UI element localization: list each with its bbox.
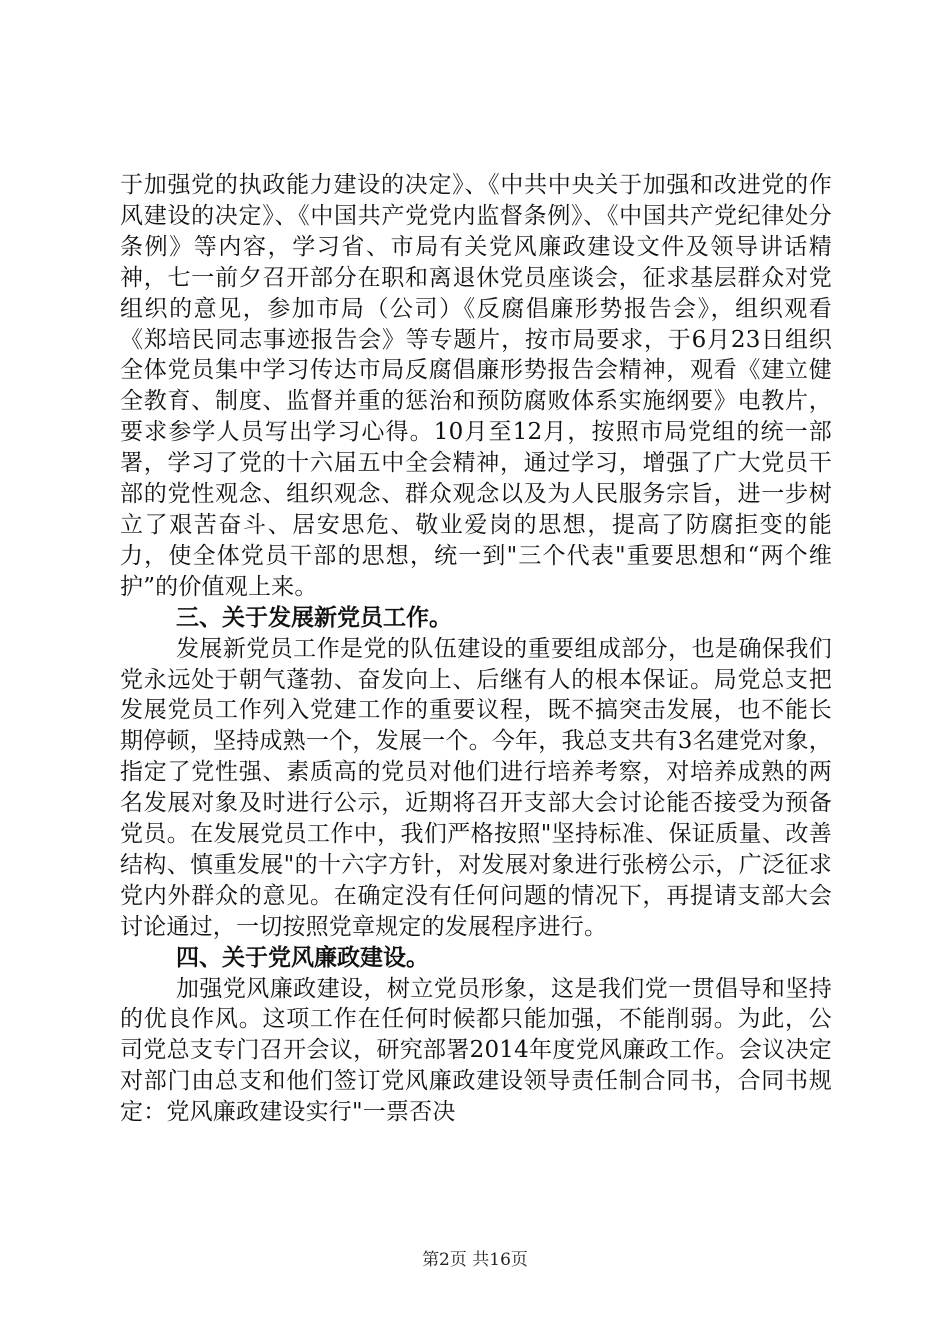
paragraph-section-3: 发展新党员工作是党的队伍建设的重要组成部分，也是确保我们党永远处于朝气蓬勃、奋发向上、后继有人的根本保证。局党总支把发展党员工作列入党建工作的重要议程，既不搞突击发展，也不能长期停顿，坚持成熟一个，发展一个。今年，我总支共有3名建党对象，指定了党性强、素质高的党员对他们进行培养考察，对培养成熟的两名发展对象及时进行公示，近期将召开支部大会讨论能否接受为预备党员。在发展党员工作中，我们严格按照"坚持标准、保证质量、改善结构、慎重发展"的十六字方针，对发展对象进行张榜公示，广泛征求党内外群众的意见。在确定没有任何问题的情况下，再提请支部大会讨论通过，一切按照党章规定的发展程序进行。 [120,635,832,940]
section-heading-3: 三、关于发展新党员工作。 [176,604,452,631]
document-body [120,170,832,1128]
paragraph-section-4: 加强党风廉政建设，树立党员形象，这是我们党一贯倡导和坚持的优良作风。这项工作在任何时候都只能加强，不能削弱。为此，公司党总支专门召开会议，研究部署2014年度党风廉政工作。会议决定对部门由总支和他们签订党风廉政建设领导责任制合同书，合同书规定：党风廉政建设实行"一票否决 [120,975,832,1126]
section-heading-4: 四、关于党风廉政建设。 [176,944,429,971]
page-number-footer: 第2页 共16页 [422,1250,528,1270]
paragraph-continuation: 于加强党的执政能力建设的决定》、《中共中央关于加强和改进党的作风建设的决定》、《中国共产党党内监督条例》、《中国共产党纪律处分条例》等内容，学习省、市局有关党风廉政建设文件及领导讲话精神，七一前夕召开部分在职和离退休党员座谈会，征求基层群众对党组织的意见，参加市局（公司）《反腐倡廉形势报告会》，组织观看《郑培民同志事迹报告会》等专题片，按市局要求，于6月23日组织全体党员集中学习传达市局反腐倡廉形势报告会精神，观看《建立健全教育、制度、监督并重的惩治和预防腐败体系实施纲要》电教片，要求参学人员写出学习心得。10月至12月，按照市局党组的统一部署，学习了党的十六届五中全会精神，通过学习，增强了广大党员干部的党性观念、组织观念、群众观念以及为人民服务宗旨，进一步树立了艰苦奋斗、居安思危、敬业爱岗的思想，提高了防腐拒变的能力，使全体党员干部的思想，统一到"三个代表"重要思想和“两个维护”的价值观上来。 [120,172,832,600]
